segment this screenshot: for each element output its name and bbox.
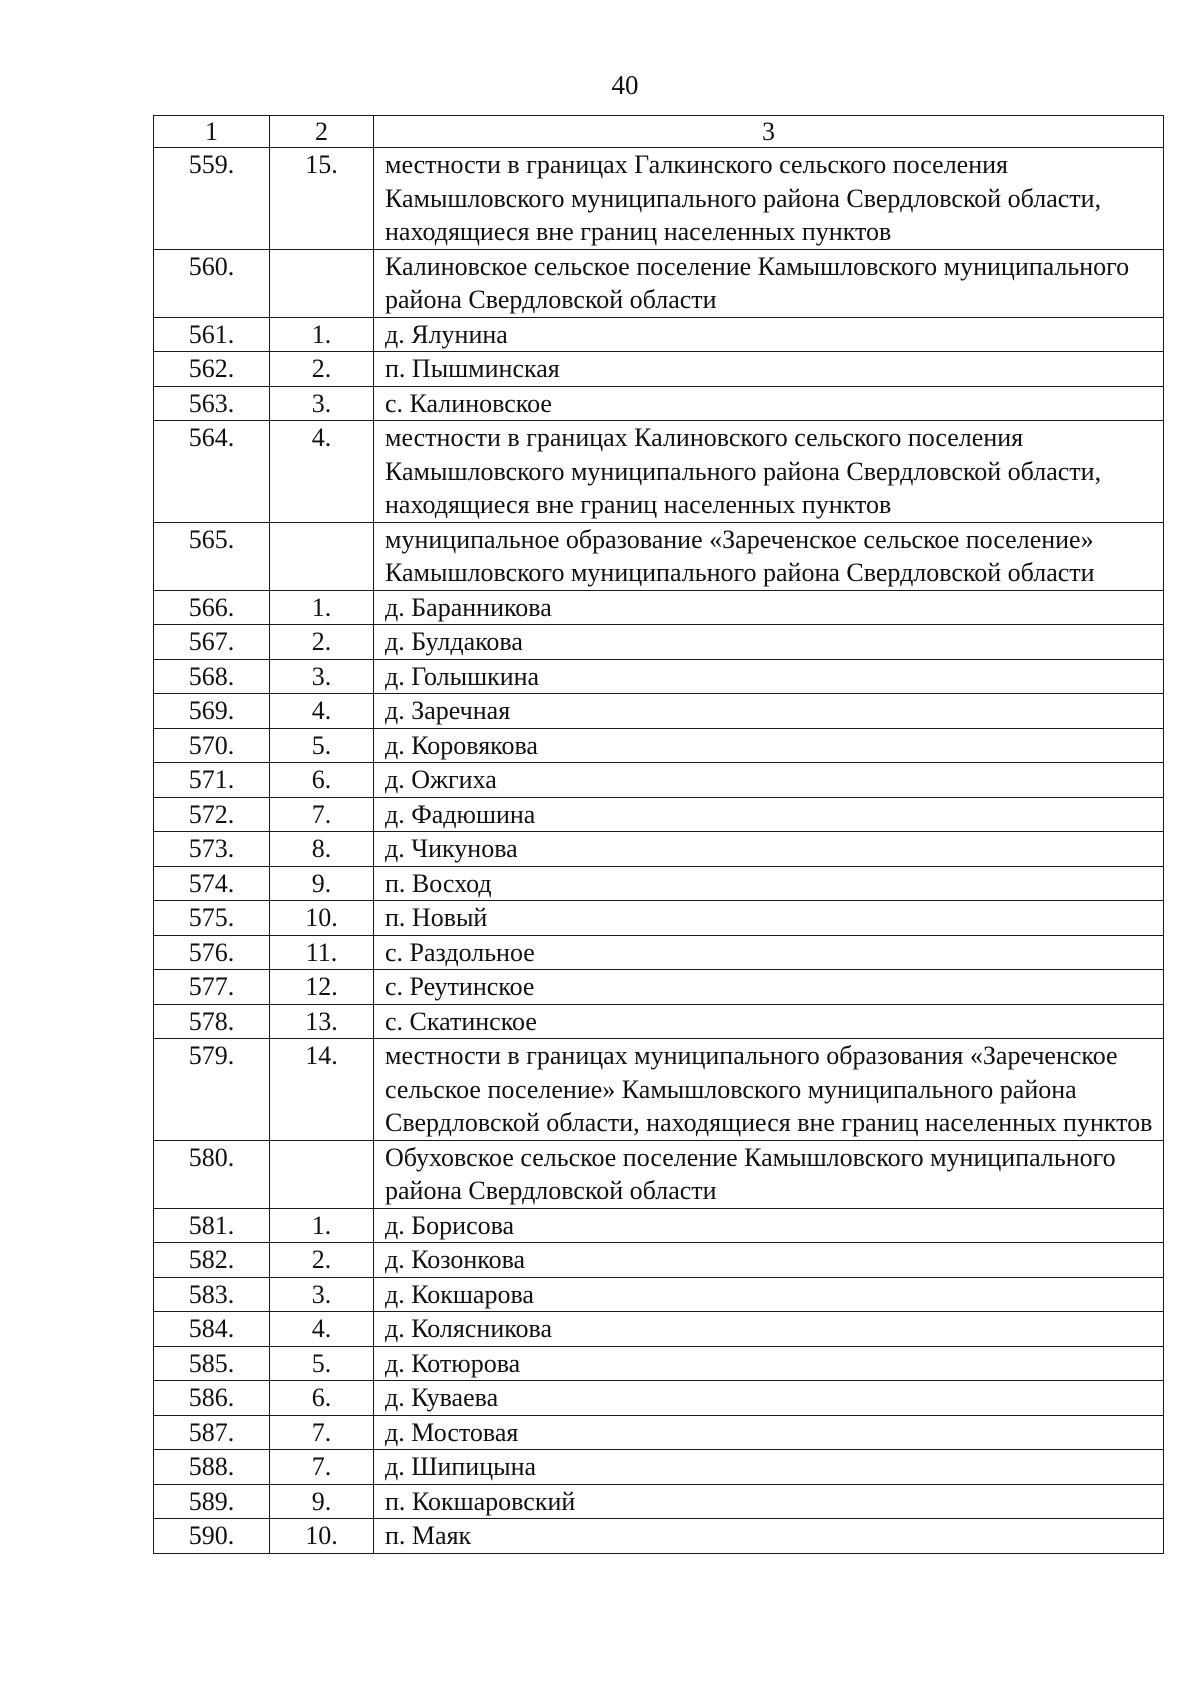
row-name-cell: д. Шипицына	[374, 1450, 1164, 1485]
row-name-cell: Калиновское сельское поселение Камышловского муниципального района Свердловской области	[374, 249, 1164, 317]
row-subnumber-cell: 3.	[270, 1277, 374, 1312]
row-subnumber-cell: 9.	[270, 866, 374, 901]
table-header-row	[154, 116, 1164, 148]
row-subnumber-cell: 12.	[270, 970, 374, 1005]
table-row	[154, 1519, 1164, 1554]
row-name-cell: местности в границах Калиновского сельского поселения Камышловского муниципального района Свердловской области, находящиеся вне границ населенных пунктов	[374, 421, 1164, 523]
row-number-cell: 565.	[154, 522, 270, 590]
row-number-cell: 582.	[154, 1243, 270, 1278]
row-subnumber-cell: 1.	[270, 317, 374, 352]
table-row	[154, 659, 1164, 694]
row-subnumber-cell: 6.	[270, 1381, 374, 1416]
row-name-cell: с. Калиновское	[374, 386, 1164, 421]
table-row	[154, 797, 1164, 832]
row-number-cell: 561.	[154, 317, 270, 352]
table-row	[154, 1381, 1164, 1416]
row-number-cell: 579.	[154, 1039, 270, 1141]
row-number-cell: 581.	[154, 1208, 270, 1243]
row-number-cell: 587.	[154, 1415, 270, 1450]
row-subnumber-cell	[270, 522, 374, 590]
row-subnumber-cell: 14.	[270, 1039, 374, 1141]
row-subnumber-cell: 10.	[270, 1519, 374, 1554]
table-row	[154, 1140, 1164, 1208]
table-row	[154, 590, 1164, 625]
row-name-cell: с. Раздольное	[374, 935, 1164, 970]
row-number-cell: 589.	[154, 1484, 270, 1519]
row-subnumber-cell	[270, 1140, 374, 1208]
row-name-cell: д. Заречная	[374, 694, 1164, 729]
row-number-cell: 560.	[154, 249, 270, 317]
header-cell-col1: 1	[154, 116, 270, 148]
table-row	[154, 728, 1164, 763]
row-subnumber-cell: 3.	[270, 659, 374, 694]
table-row	[154, 832, 1164, 867]
row-name-cell: п. Маяк	[374, 1519, 1164, 1554]
row-subnumber-cell: 6.	[270, 763, 374, 798]
row-subnumber-cell: 13.	[270, 1004, 374, 1039]
table-row	[154, 1484, 1164, 1519]
row-name-cell: муниципальное образование «Зареченское сельское поселение» Камышловского муниципального района Свердловской области	[374, 522, 1164, 590]
table-row	[154, 249, 1164, 317]
row-number-cell: 584.	[154, 1312, 270, 1347]
row-name-cell: д. Борисова	[374, 1208, 1164, 1243]
row-name-cell: д. Котюрова	[374, 1346, 1164, 1381]
row-name-cell: д. Коровякова	[374, 728, 1164, 763]
row-name-cell: п. Пышминская	[374, 352, 1164, 387]
table-row	[154, 625, 1164, 660]
row-subnumber-cell: 4.	[270, 694, 374, 729]
row-number-cell: 575.	[154, 901, 270, 936]
settlements-table	[153, 115, 1164, 1554]
row-subnumber-cell: 10.	[270, 901, 374, 936]
row-subnumber-cell: 7.	[270, 797, 374, 832]
table-row	[154, 386, 1164, 421]
row-number-cell: 585.	[154, 1346, 270, 1381]
row-name-cell: п. Новый	[374, 901, 1164, 936]
row-name-cell: п. Кокшаровский	[374, 1484, 1164, 1519]
table-row	[154, 352, 1164, 387]
table-row	[154, 1039, 1164, 1141]
row-subnumber-cell: 8.	[270, 832, 374, 867]
row-name-cell: д. Булдакова	[374, 625, 1164, 660]
row-name-cell: местности в границах Галкинского сельского поселения Камышловского муниципального района Свердловской области, находящиеся вне границ населенных пунктов	[374, 148, 1164, 250]
row-number-cell: 570.	[154, 728, 270, 763]
row-name-cell: д. Чикунова	[374, 832, 1164, 867]
row-number-cell: 574.	[154, 866, 270, 901]
row-number-cell: 569.	[154, 694, 270, 729]
table-row	[154, 935, 1164, 970]
table-row	[154, 1243, 1164, 1278]
row-name-cell: д. Куваева	[374, 1381, 1164, 1416]
row-number-cell: 578.	[154, 1004, 270, 1039]
row-subnumber-cell: 5.	[270, 1346, 374, 1381]
row-subnumber-cell: 7.	[270, 1415, 374, 1450]
row-subnumber-cell: 3.	[270, 386, 374, 421]
row-name-cell: с. Реутинское	[374, 970, 1164, 1005]
row-subnumber-cell: 1.	[270, 1208, 374, 1243]
table-row	[154, 1312, 1164, 1347]
page-number-text: 40	[611, 70, 639, 100]
row-name-cell: п. Восход	[374, 866, 1164, 901]
row-number-cell: 562.	[154, 352, 270, 387]
row-number-cell: 559.	[154, 148, 270, 250]
row-number-cell: 567.	[154, 625, 270, 660]
table-row	[154, 421, 1164, 523]
row-number-cell: 583.	[154, 1277, 270, 1312]
row-name-cell: д. Кокшарова	[374, 1277, 1164, 1312]
row-number-cell: 566.	[154, 590, 270, 625]
row-name-cell: д. Мостовая	[374, 1415, 1164, 1450]
row-name-cell: д. Голышкина	[374, 659, 1164, 694]
row-name-cell: местности в границах муниципального образования «Зареченское сельское поселение» Камышловского муниципального района Свердловской области, находящиеся вне границ населенных пунктов	[374, 1039, 1164, 1141]
row-number-cell: 568.	[154, 659, 270, 694]
row-subnumber-cell: 9.	[270, 1484, 374, 1519]
header-cell-col3: 3	[374, 116, 1164, 148]
table-row	[154, 522, 1164, 590]
table-row	[154, 866, 1164, 901]
row-name-cell: д. Козонкова	[374, 1243, 1164, 1278]
row-number-cell: 588.	[154, 1450, 270, 1485]
table-row	[154, 1450, 1164, 1485]
table-row	[154, 1346, 1164, 1381]
row-subnumber-cell: 15.	[270, 148, 374, 250]
row-subnumber-cell: 2.	[270, 1243, 374, 1278]
table-row	[154, 1277, 1164, 1312]
row-number-cell: 576.	[154, 935, 270, 970]
row-subnumber-cell: 2.	[270, 352, 374, 387]
row-number-cell: 564.	[154, 421, 270, 523]
row-name-cell: д. Фадюшина	[374, 797, 1164, 832]
row-subnumber-cell: 4.	[270, 421, 374, 523]
row-name-cell: д. Ялунина	[374, 317, 1164, 352]
table-row	[154, 694, 1164, 729]
table-row	[154, 1415, 1164, 1450]
table-row	[154, 970, 1164, 1005]
row-number-cell: 580.	[154, 1140, 270, 1208]
row-name-cell: Обуховское сельское поселение Камышловского муниципального района Свердловской области	[374, 1140, 1164, 1208]
table-row	[154, 317, 1164, 352]
row-subnumber-cell: 4.	[270, 1312, 374, 1347]
header-cell-col2: 2	[270, 116, 374, 148]
table-row	[154, 1004, 1164, 1039]
row-number-cell: 563.	[154, 386, 270, 421]
row-name-cell: с. Скатинское	[374, 1004, 1164, 1039]
table-row	[154, 1208, 1164, 1243]
row-number-cell: 573.	[154, 832, 270, 867]
row-number-cell: 586.	[154, 1381, 270, 1416]
table-row	[154, 901, 1164, 936]
table-body	[154, 116, 1164, 1554]
table-row	[154, 763, 1164, 798]
row-number-cell: 577.	[154, 970, 270, 1005]
page-number	[0, 70, 1200, 100]
row-number-cell: 590.	[154, 1519, 270, 1554]
row-subnumber-cell: 5.	[270, 728, 374, 763]
row-subnumber-cell: 7.	[270, 1450, 374, 1485]
row-subnumber-cell: 2.	[270, 625, 374, 660]
row-name-cell: д. Колясникова	[374, 1312, 1164, 1347]
table-row	[154, 148, 1164, 250]
row-name-cell: д. Ожгиха	[374, 763, 1164, 798]
row-number-cell: 571.	[154, 763, 270, 798]
row-number-cell: 572.	[154, 797, 270, 832]
row-name-cell: д. Баранникова	[374, 590, 1164, 625]
row-subnumber-cell: 11.	[270, 935, 374, 970]
row-subnumber-cell: 1.	[270, 590, 374, 625]
row-subnumber-cell	[270, 249, 374, 317]
